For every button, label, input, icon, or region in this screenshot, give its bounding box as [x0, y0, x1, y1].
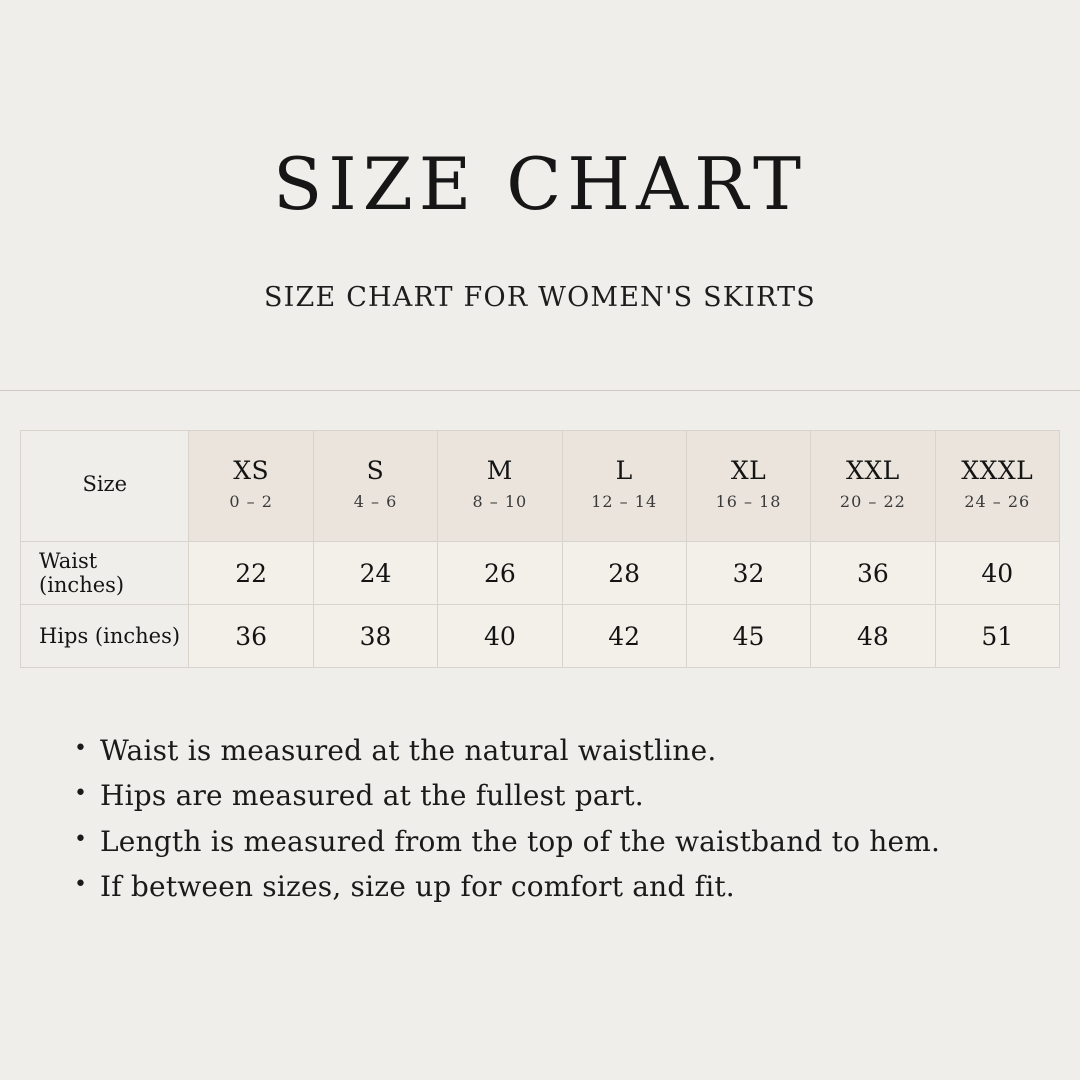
size-range: 12 – 14 — [591, 492, 658, 512]
cell-hips-l: 42 — [562, 605, 686, 668]
table-header-cell-xxxl — [935, 431, 1059, 542]
cell-hips-xs: 36 — [189, 605, 313, 668]
list-item — [72, 864, 1032, 909]
size-name: XXXL — [961, 455, 1034, 485]
size-name: XXL — [846, 455, 900, 485]
table-row — [21, 605, 1060, 668]
list-item — [72, 819, 1032, 864]
row-label-hips: Hips (inches) — [21, 605, 189, 668]
size-range: 4 – 6 — [353, 492, 398, 512]
size-name: XL — [730, 455, 767, 485]
cell-waist-s: 24 — [313, 542, 437, 605]
table-corner-label — [21, 431, 189, 542]
table-header-cell-xxl — [811, 431, 935, 542]
table-header-row — [21, 431, 1060, 542]
size-range: 0 – 2 — [229, 492, 273, 512]
cell-hips-xl: 45 — [686, 605, 810, 668]
row-label-waist: Waist (inches) — [21, 542, 189, 605]
size-table-container — [20, 430, 1060, 668]
bullet-icon: • — [74, 826, 88, 852]
note-text: Hips are measured at the fullest part. — [100, 779, 644, 813]
header-divider — [0, 390, 1080, 391]
page-subtitle: SIZE CHART FOR WOMEN'S SKIRTS — [263, 282, 816, 313]
cell-hips-s: 38 — [313, 605, 437, 668]
table-header-cell-xl — [686, 431, 810, 542]
list-item — [72, 728, 1032, 773]
size-name: S — [366, 455, 385, 485]
bullet-icon: • — [74, 781, 88, 807]
bullet-icon: • — [74, 872, 88, 898]
cell-hips-xxxl: 51 — [935, 605, 1059, 668]
corner-label-text: Size — [82, 472, 128, 496]
page-title: SIZE CHART — [272, 142, 808, 226]
notes-list — [72, 728, 1032, 909]
header — [0, 0, 1080, 313]
bullet-icon: • — [74, 736, 88, 761]
cell-hips-m: 40 — [438, 605, 562, 668]
table-header-cell-xs — [189, 431, 313, 542]
cell-waist-xxxl: 40 — [935, 542, 1059, 605]
list-item — [72, 773, 1032, 818]
cell-waist-m: 26 — [438, 542, 562, 605]
cell-waist-l: 28 — [562, 542, 686, 605]
size-range: 20 – 22 — [839, 492, 906, 512]
note-text: Length is measured from the top of the waistband to hem. — [100, 824, 941, 858]
size-range: 16 – 18 — [715, 492, 782, 512]
cell-waist-xs: 22 — [189, 542, 313, 605]
table-header-cell-l — [562, 431, 686, 542]
table-header-cell-s — [313, 431, 437, 542]
cell-waist-xl: 32 — [686, 542, 810, 605]
size-name: XS — [233, 455, 270, 485]
cell-hips-xxl: 48 — [811, 605, 935, 668]
size-table — [20, 430, 1060, 668]
cell-waist-xxl: 36 — [811, 542, 935, 605]
size-range: 24 – 26 — [964, 492, 1031, 512]
table-header-cell-m — [438, 431, 562, 542]
size-name: L — [615, 455, 633, 485]
note-text: If between sizes, size up for comfort and fit. — [100, 870, 735, 904]
table-row — [21, 542, 1060, 605]
size-range: 8 – 10 — [472, 492, 528, 512]
note-text: Waist is measured at the natural waistline. — [100, 734, 717, 767]
size-name: M — [486, 455, 513, 485]
